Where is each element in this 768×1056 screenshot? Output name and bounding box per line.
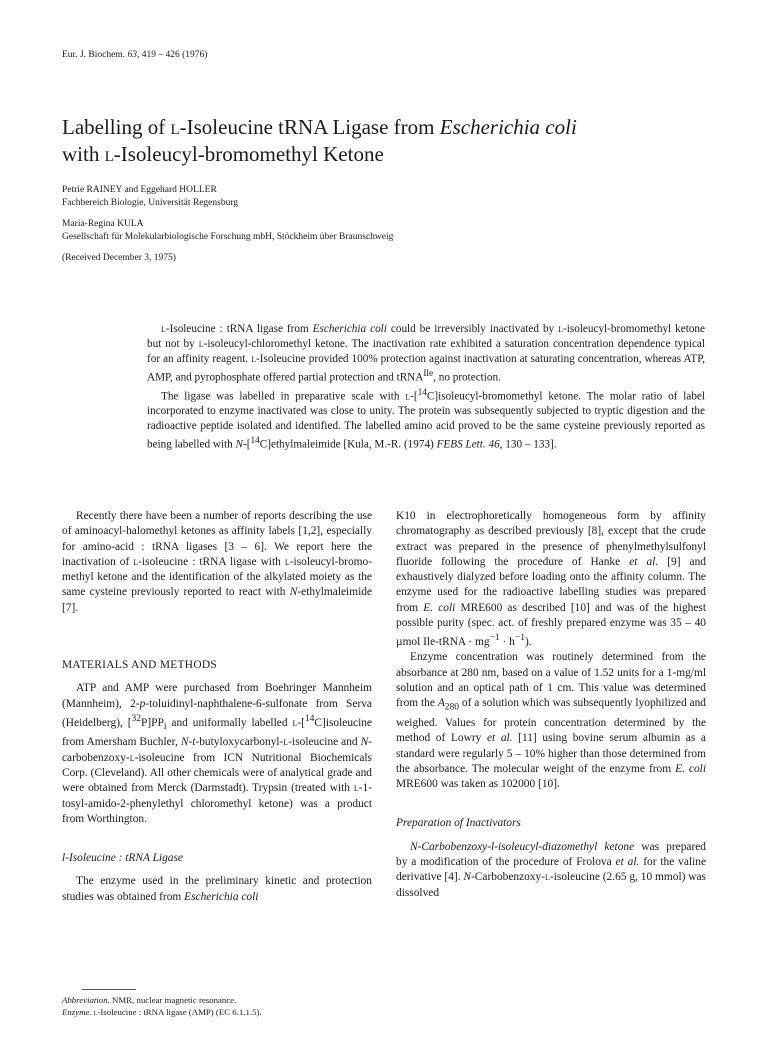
text-run: i (163, 722, 167, 733)
text-run: -isoleucyl-chloromethyl ketone. The inactivation rate exhibited a saturation concentration dependence typical for an affinity reagent. (147, 338, 706, 365)
text-run: -[ (410, 390, 418, 403)
sc-l: l (284, 555, 290, 568)
text-run: N (235, 439, 244, 452)
text-run: C]isoleucine from Amersham Buchler, (62, 716, 372, 749)
text-run: -carbobenzoxy- (62, 736, 372, 764)
journal-citation (62, 50, 207, 60)
text-run: · h (499, 636, 515, 649)
text-run: MRE600 was taken as 102000 [10]. (396, 778, 560, 791)
text-run: -isoleucine (2.65 g, 10 mmol) was dissolved (396, 871, 706, 899)
text-run: E. coli (423, 601, 456, 614)
text-run: 14 (250, 436, 260, 447)
abstract-paragraph (147, 322, 705, 386)
text-run: N (463, 871, 472, 884)
sc-l: l (353, 782, 359, 795)
text-run: FEBS Lett. 46 (436, 439, 500, 452)
text-run: was prepared by a modification of the procedure of Frolova (396, 840, 706, 869)
text-run: could be irreversibly inactivated by (386, 323, 559, 335)
received-date: (Received December 3, 1975) (62, 253, 176, 263)
text-run: Ile (423, 369, 434, 379)
text-run: Escherichia coli (312, 323, 387, 335)
inactivator-paragraph (396, 840, 706, 901)
text-run: -[ (243, 439, 251, 452)
journal-pages: , 419 – 426 (1976) (136, 50, 208, 60)
text-run: for the valine derivative [4]. (396, 856, 707, 884)
sc-l: l (161, 323, 166, 335)
title-part: with (62, 142, 105, 166)
text-run: -ethylmaleimide [7]. (62, 586, 372, 614)
intro-paragraph (62, 509, 372, 616)
left-column (62, 509, 372, 905)
text-run: K10 in electrophoretically homogeneous form by affinity chromatography as described previously [8], except that the crude extract was prepared in the presence of phenylmethylsulfonyl fluoride following the procedure of Hanke (396, 510, 706, 568)
text-run: et al. (629, 555, 659, 568)
text-run: [9] and exhaustively dialyzed before loading onto the affinity column. The enzyme used for the radioactive labelling studies was prepared from (396, 555, 706, 614)
sc-l: l (545, 871, 550, 884)
text-run: -1-tosyl-amido-2-phenylethyl chloromethyl ketone) was a product from Worthington. (62, 782, 372, 825)
author-names: Petrie RAINEY and Eggehard HOLLER (62, 185, 217, 195)
sc-l: l (558, 323, 564, 335)
title-organism: Escherichia coli (439, 115, 577, 139)
text-run: E. coli (675, 762, 706, 775)
ligase-paragraph (62, 874, 372, 905)
author-affiliation: Gesellschaft für Molekularbiologische Forschung mbH, Stöckheim über Braunschweig (62, 232, 394, 242)
enzyme-prep-paragraph (396, 509, 706, 650)
text-run: N (289, 586, 298, 599)
text-run: −1 (489, 633, 500, 644)
text-run: ). (524, 636, 532, 649)
author-names: Maria-Regina KULA (62, 219, 144, 229)
author-affiliation: Fachbereich Biologie, Universität Regensburg (62, 198, 239, 208)
text-run: N (360, 736, 369, 749)
title-part: -Isoleucine tRNA Ligase from (179, 115, 440, 139)
title-part: l (104, 142, 114, 166)
text-run: Enzyme concentration was routinely determined from the absorbance at 280 nm, based on a value of 1.52 units for a 1-mg/ml solution and an optical path of 1 cm. This value was determined from the (396, 651, 706, 710)
sc-l: l (129, 751, 135, 764)
subsection-heading: Preparation of Inactivators (396, 817, 521, 830)
text-run: -isoleucine and (288, 736, 361, 749)
text-run: Enzyme. (62, 1007, 92, 1017)
text-run: p (139, 697, 146, 710)
concentration-paragraph (396, 650, 706, 792)
article-title (62, 114, 712, 168)
text-run: -butyloxycarbonyl- (195, 736, 284, 749)
sc-l: l (133, 555, 139, 568)
text-run: −1 (514, 633, 525, 644)
text-run: ATP and AMP were purchased from Boehringer Mannheim (Mannheim), 2- (62, 682, 372, 710)
methods-paragraph (62, 681, 372, 827)
text-run: -Isoleucine : tRNA ligase from (165, 323, 313, 335)
text-run: 14 (417, 387, 427, 398)
text-run: P]PP (141, 716, 164, 729)
text-run: 280 (444, 702, 460, 713)
journal-name: Eur. J. Biochem. (62, 50, 126, 60)
text-run: N-Carbobenzoxy-l-isoleucyl-diazomethyl ketone (410, 840, 635, 853)
text-run: Abbreviation. (62, 995, 110, 1005)
text-run: - (188, 736, 193, 749)
abstract (147, 322, 705, 453)
sc-l: l (292, 716, 298, 729)
abstract-paragraph (147, 386, 705, 453)
text-run: et al. (615, 856, 640, 869)
sc-l: l (198, 338, 204, 350)
text-run: The ligase was labelled in preparative scale with (161, 390, 406, 403)
footnote-rule (82, 989, 136, 990)
text-run: A (437, 697, 445, 710)
text-run: Recently there have been a number of reports describing the use of aminoacyl-halomethyl ketones as affinity labels [1,2], especially for amino-acid : tRNA ligases [3 – 6]. We report here the inactivation of (62, 510, 372, 568)
footnotes (62, 994, 372, 1018)
title-part: -Isoleucyl-bromomethyl Ketone (113, 142, 384, 166)
title-part: l (170, 115, 180, 139)
text-run: 32 (131, 713, 142, 724)
text-run: -Isoleucine provided 100% protection against inactivation at saturating concentration, whereas ATP, AMP, and pyrophosphate offered partial protection and tRNA (147, 353, 706, 384)
text-run: -Isoleucine : tRNA ligase (AMP) (EC 6.1.1.5). (97, 1007, 262, 1017)
text-run: N (180, 736, 189, 749)
text-run: The enzyme used in the preliminary kinetic and protection studies was obtained from (62, 875, 372, 903)
text-run: -isoleucyl-bromo-methyl ketone and the identification of the alkylated moiety as the same cysteine previously reported to react with (62, 555, 372, 599)
footnote-enzyme (62, 1006, 372, 1018)
sc-l: l (251, 353, 257, 365)
text-run: Escherichia coli (184, 890, 259, 903)
text-run: MRE600 as described [10] and was of the highest possible purity (spec. act. of freshly prepared enzyme was 35 – 40 µmol Ile-tRNA · mg (396, 601, 707, 649)
text-run: C]ethylmaleimide [Kula, M.-R. (1974) (259, 439, 437, 452)
subsection-heading: l-Isoleucine : tRNA Ligase (62, 852, 183, 865)
journal-volume: 63 (127, 50, 137, 60)
section-heading: MATERIALS AND METHODS (62, 659, 218, 672)
text-run: [11] using bovine serum albumin as a standard were regularly 5 – 10% higher than those determined from the absorbance. The molecular weight of the enzyme from (396, 732, 706, 775)
text-run: and uniformally labelled (166, 716, 293, 729)
title-part: Labelling of (62, 115, 171, 139)
text-run: -isoleucine : tRNA ligase with (138, 555, 285, 568)
right-column (396, 509, 706, 901)
footnote-abbreviation (62, 994, 372, 1006)
text-run: , no protection. (433, 371, 501, 384)
text-run: -toluidinyl-naphthalene-6-sulfonate from Serva (Heidelberg), [ (62, 697, 372, 729)
text-run: 14 (304, 713, 315, 724)
text-run: of a solution which was subsequently lyophilized and weighed. Values for protein concentration determined by the method of Lowry (396, 697, 706, 745)
author-block (62, 184, 662, 265)
sc-l: l (283, 736, 289, 749)
text-run: -Carbobenzoxy- (471, 871, 546, 884)
text-run: , 130 – 133]. (499, 439, 557, 452)
text-run: t (192, 736, 196, 749)
text-run: -[ (297, 716, 305, 729)
sc-l: l (93, 1007, 98, 1017)
text-run: -isoleucine from ICN Nutritional Biochemicals Corp. (Cleveland). All other chemicals were of analytical grade and were obtained from Merck (Darmstadt). Trypsin (treated with (62, 751, 372, 795)
text-run: NMR, nuclear magnetic resonance. (109, 995, 237, 1005)
text-run: et al. (486, 732, 513, 745)
sc-l: l (405, 390, 411, 403)
text-run: -isoleucyl-bromomethyl ketone but not by (147, 323, 705, 350)
text-run: C]isoleucyl-bromomethyl ketone. The molar ratio of label incorporated to enzyme inactivated was close to unity. The protein was subsequently subjected to tryptic digestion and the radioactive peptide isolated and identified. The labelled amino acid proved to be the same cysteine previously reported as being labelled with (147, 390, 705, 452)
